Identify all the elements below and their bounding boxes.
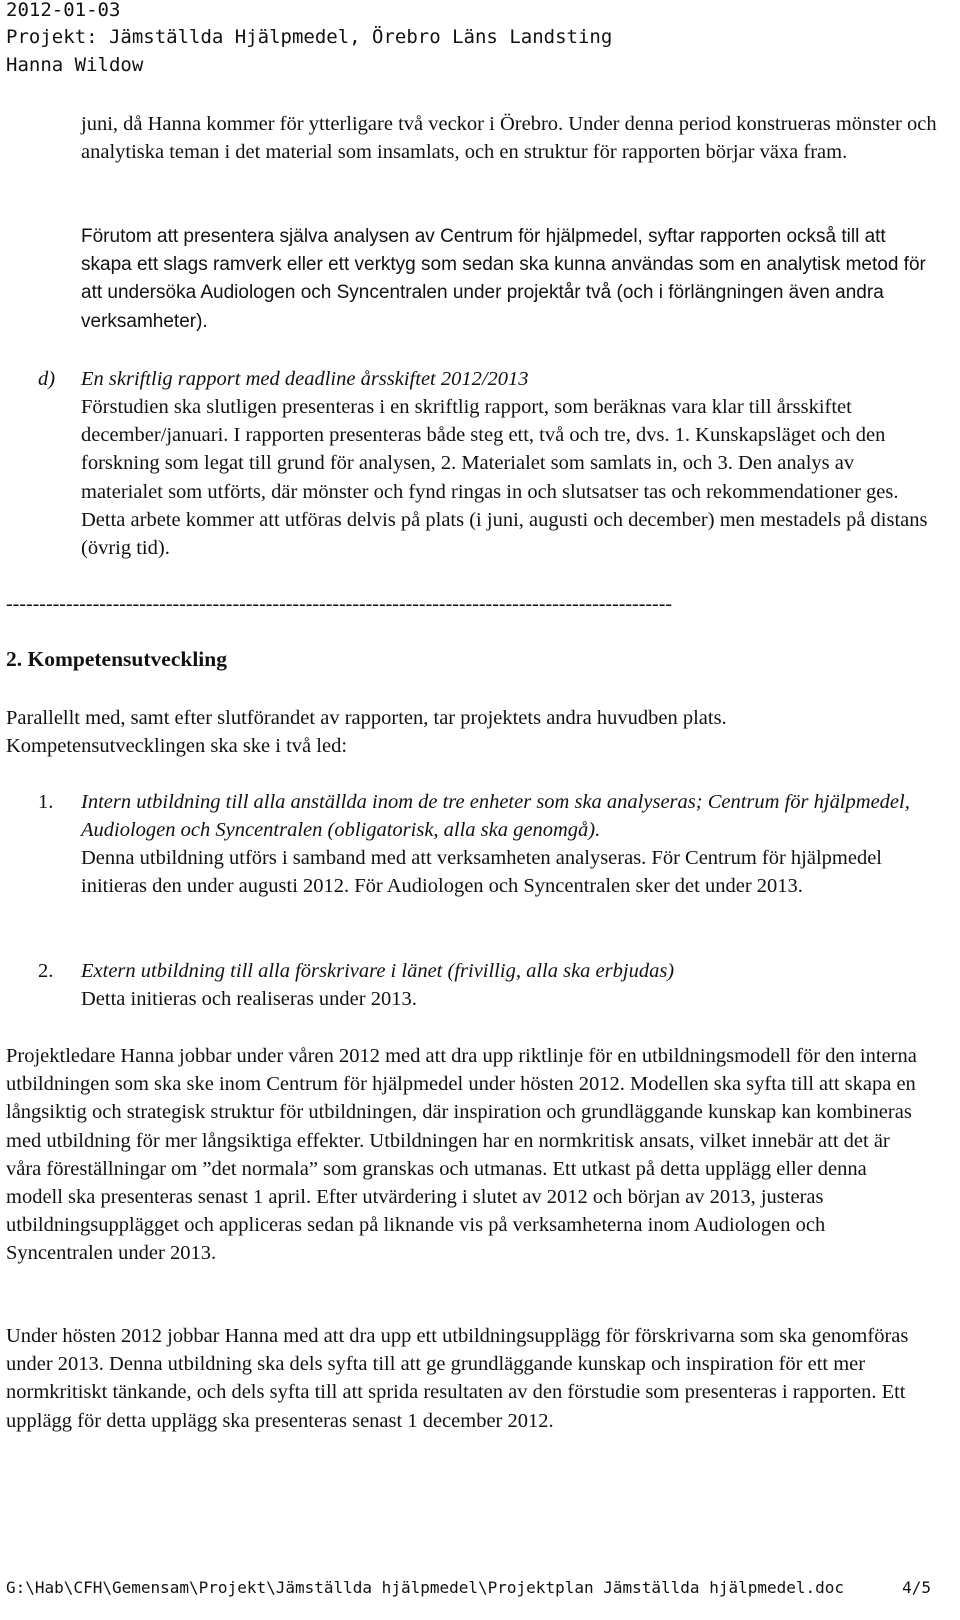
intro-paragraph: juni, då Hanna kommer för ytterligare två veckor i Örebro. Under denna period konstrueras mönster och analytiska teman i det material som insamlats, och en struktur för rapporten börjar växa fram. [81, 113, 937, 164]
list-item-1-marker: 1. [38, 791, 54, 813]
footer [6, 1577, 931, 1599]
header-project: Projekt: Jämställda Hjälpmedel, Örebro Läns Landsting [6, 26, 613, 48]
list-item-2-body: Detta initieras och realiseras under 2013. [81, 988, 417, 1010]
purpose-paragraph: Förutom att presentera själva analysen av Centrum för hjälpmedel, syftar rapporten också till att skapa ett slags ramverk eller ett verktyg som sedan ska kunna användas som en analytisk metod för att undersöka Audiologen och Syncentralen under projektår två (och i förlängningen även andra verksamheter). [81, 226, 926, 332]
footer-file-path: G:\Hab\CFH\Gemensam\Projekt\Jämställda hjälpmedel\Projektplan Jämställda hjälpmedel.doc [6, 1578, 845, 1597]
header-author: Hanna Wildow [6, 54, 144, 76]
paragraph-education-model: Projektledare Hanna jobbar under våren 2012 med att dra upp riktlinje för en utbildningsmodell för den interna utbildningen som ska ske inom Centrum för hjälpmedel under hösten 2012. Modellen ska syfta till att skapa en långsiktig och strategisk struktur för utbildningen, där inspiration och grundläggande kunskap kan kombineras med utbildning för mer långsiktiga effekter. Utbildningen har en normkritisk ansats, vilket innebär att det är våra föreställningar om ”det normala” som granskas och utmanas. Ett utkast på detta upplägg eller denna modell ska presenteras senast 1 april. Efter utvärdering i slutet av 2012 och början av 2013, justeras utbildningsupplägget och appliceras sedan på liknande vis på verksamheterna inom Audiologen och Syncentralen under 2013. [6, 1045, 917, 1265]
list-item-1-body: Denna utbildning utförs i samband med att verksamheten analyseras. För Centrum för hjälpmedel initieras den under augusti 2012. För Audiologen och Syncentralen sker det under 2013. [81, 847, 883, 898]
section-intro: Parallellt med, samt efter slutförandet av rapporten, tar projektets andra huvudben plats. Kompetensutvecklingen ska ske i två led: [6, 707, 727, 758]
list-item-2-marker: 2. [38, 960, 54, 982]
item-d-title: En skriftlig rapport med deadline årsskiftet 2012/2013 [81, 368, 529, 390]
list-item-2-title: Extern utbildning till alla förskrivare i länet (frivillig, alla ska erbjudas) [81, 960, 675, 982]
item-d-marker: d) [38, 368, 56, 390]
section-heading: 2. Kompetensutveckling [6, 647, 227, 671]
paragraph-autumn: Under hösten 2012 jobbar Hanna med att dra upp ett utbildningsupplägg för förskrivarna som ska genomföras under 2013. Denna utbildning ska dels syfta till att ge grundläggande kunskap och inspiration för ett mer normkritiskt tänkande, och dels syfta till att sprida resultaten av den förstudie som presenteras i rapporten. Ett upplägg för detta upplägg ska presenteras senast 1 december 2012. [6, 1325, 909, 1432]
item-d-body: Förstudien ska slutligen presenteras i en skriftlig rapport, som beräknas vara klar till årsskiftet december/januari. I rapporten presenteras både steg ett, två och tre, dvs. 1. Kunskapsläget och den forskning som legat till grund för analysen, 2. Materialet som samlats in, och 3. Den analys av materialet som utförts, där mönster och fynd ringas in och slutsatser tas och rekommendationer ges. Detta arbete kommer att utföras delvis på plats (i juni, augusti och december) men mestadels på distans (övrig tid). [81, 396, 928, 560]
footer-page-number: 4/5 [902, 1578, 931, 1597]
separator-line: ---------------------------------------------------------------------------------------------------- [6, 593, 673, 615]
header-date: 2012-01-03 [6, 0, 121, 21]
list-item-1-title: Intern utbildning till alla anställda inom de tre enheter som ska analyseras; Centrum för hjälpmedel, Audiologen och Syncentralen (obligatorisk, alla ska genomgå). [81, 791, 910, 842]
